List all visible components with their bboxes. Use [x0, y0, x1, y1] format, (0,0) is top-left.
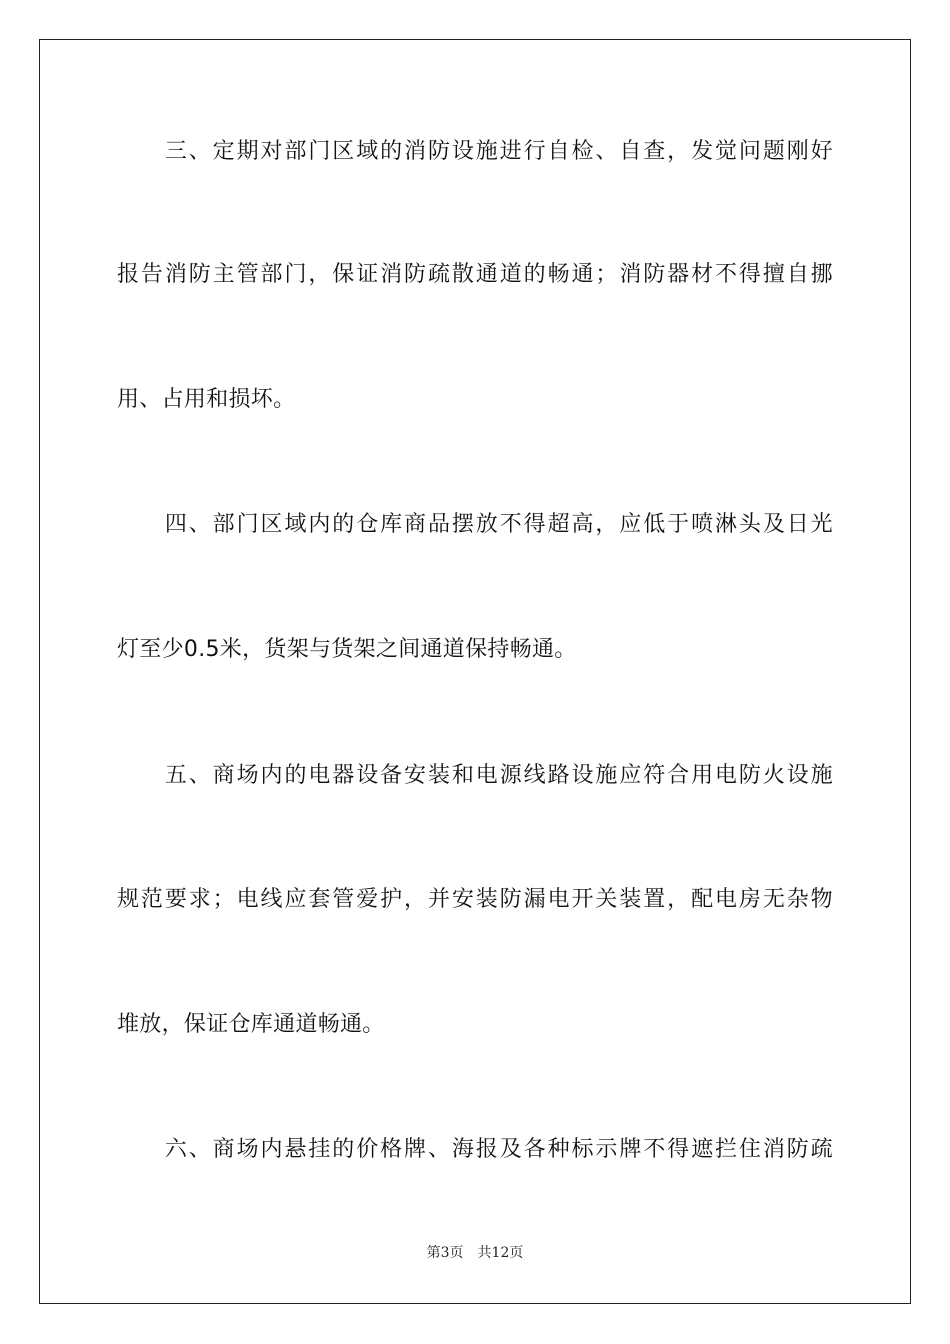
paragraph-3-line-3: 用、占用和损坏。: [117, 387, 296, 412]
paragraph-4-line-1: 四、部门区域内的仓库商品摆放不得超高，应低于喷淋头及日光: [117, 512, 833, 537]
paragraph-3-line-2: 报告消防主管部门，保证消防疏散通道的畅通；消防器材不得擅自挪: [117, 262, 833, 287]
page-number-footer: 第3页 共12页: [426, 1245, 524, 1261]
paragraph-3-line-1: 三、定期对部门区域的消防设施进行自检、自查，发觉问题刚好: [117, 139, 833, 164]
paragraph-4-line-2: 灯至少0.5米，货架与货架之间通道保持畅通。: [117, 637, 577, 662]
paragraph-6-line-1: 六、商场内悬挂的价格牌、海报及各种标示牌不得遮拦住消防疏: [117, 1137, 833, 1162]
paragraph-5-line-1: 五、商场内的电器设备安装和电源线路设施应符合用电防火设施: [117, 763, 833, 788]
page-border: [39, 39, 911, 1304]
paragraph-5-line-2: 规范要求；电线应套管爱护，并安装防漏电开关装置，配电房无杂物: [117, 887, 833, 912]
paragraph-5-line-3: 堆放，保证仓库通道畅通。: [117, 1012, 385, 1037]
